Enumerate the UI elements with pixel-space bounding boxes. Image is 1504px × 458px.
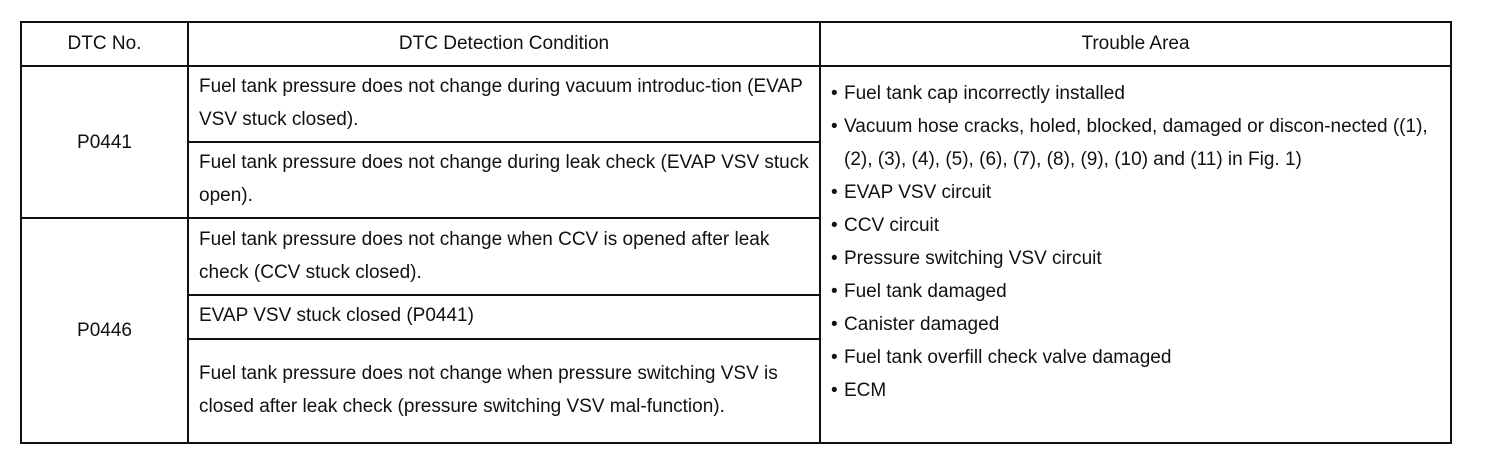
- trouble-area-text: CCV circuit: [844, 215, 940, 236]
- trouble-area-item: [831, 242, 1440, 275]
- bullet-icon: •: [831, 215, 838, 236]
- bullet-icon: •: [831, 83, 838, 104]
- dtc-table: [20, 21, 1452, 444]
- dtc-code-cell: P0441: [21, 66, 188, 218]
- trouble-area-item: [831, 209, 1440, 242]
- header-row: [21, 22, 1451, 66]
- bullet-icon: •: [831, 347, 838, 368]
- trouble-area-item: [831, 275, 1440, 308]
- trouble-area-item: [831, 374, 1440, 407]
- trouble-area-text: Pressure switching VSV circuit: [844, 248, 1102, 269]
- trouble-area-item: [831, 341, 1440, 374]
- trouble-area-item: [831, 176, 1440, 209]
- trouble-area-item: [831, 110, 1440, 176]
- trouble-area-text: EVAP VSV circuit: [844, 182, 992, 203]
- dtc-code-cell: P0446: [21, 218, 188, 443]
- bullet-icon: •: [831, 182, 838, 203]
- bullet-icon: •: [831, 248, 838, 269]
- bullet-icon: •: [831, 281, 838, 302]
- bullet-icon: •: [831, 380, 838, 401]
- trouble-area-text: ECM: [844, 380, 887, 401]
- detection-condition-cell: Fuel tank pressure does not change during leak check (EVAP VSV stuck open).: [188, 142, 820, 218]
- bullet-icon: •: [831, 314, 838, 335]
- trouble-area-item: [831, 308, 1440, 341]
- trouble-area-cell: [820, 66, 1451, 443]
- detection-condition-cell: Fuel tank pressure does not change when pressure switching VSV is closed after leak check (pressure switching VSV mal-function).: [188, 339, 820, 443]
- bullet-icon: •: [831, 116, 838, 137]
- detection-condition-cell: Fuel tank pressure does not change when CCV is opened after leak check (CCV stuck closed).: [188, 218, 820, 295]
- trouble-area-text: Canister damaged: [844, 314, 1000, 335]
- trouble-area-text: Vacuum hose cracks, holed, blocked, damaged or discon-nected ((1), (2), (3), (4), (5), (6), (7), (8), (9), (10) and (11) in Fig. 1): [844, 116, 1428, 170]
- trouble-area-text: Fuel tank damaged: [844, 281, 1007, 302]
- trouble-area-item: [831, 77, 1440, 110]
- detection-condition-cell: EVAP VSV stuck closed (P0441): [188, 295, 820, 339]
- header-dtc-no: DTC No.: [21, 22, 188, 66]
- trouble-area-text: Fuel tank overfill check valve damaged: [844, 347, 1172, 368]
- detection-condition-cell: Fuel tank pressure does not change during vacuum introduc-tion (EVAP VSV stuck closed).: [188, 66, 820, 142]
- header-trouble-area: Trouble Area: [820, 22, 1451, 66]
- trouble-area-text: Fuel tank cap incorrectly installed: [844, 83, 1125, 104]
- header-detection-condition: DTC Detection Condition: [188, 22, 820, 66]
- table-row: [21, 66, 1451, 142]
